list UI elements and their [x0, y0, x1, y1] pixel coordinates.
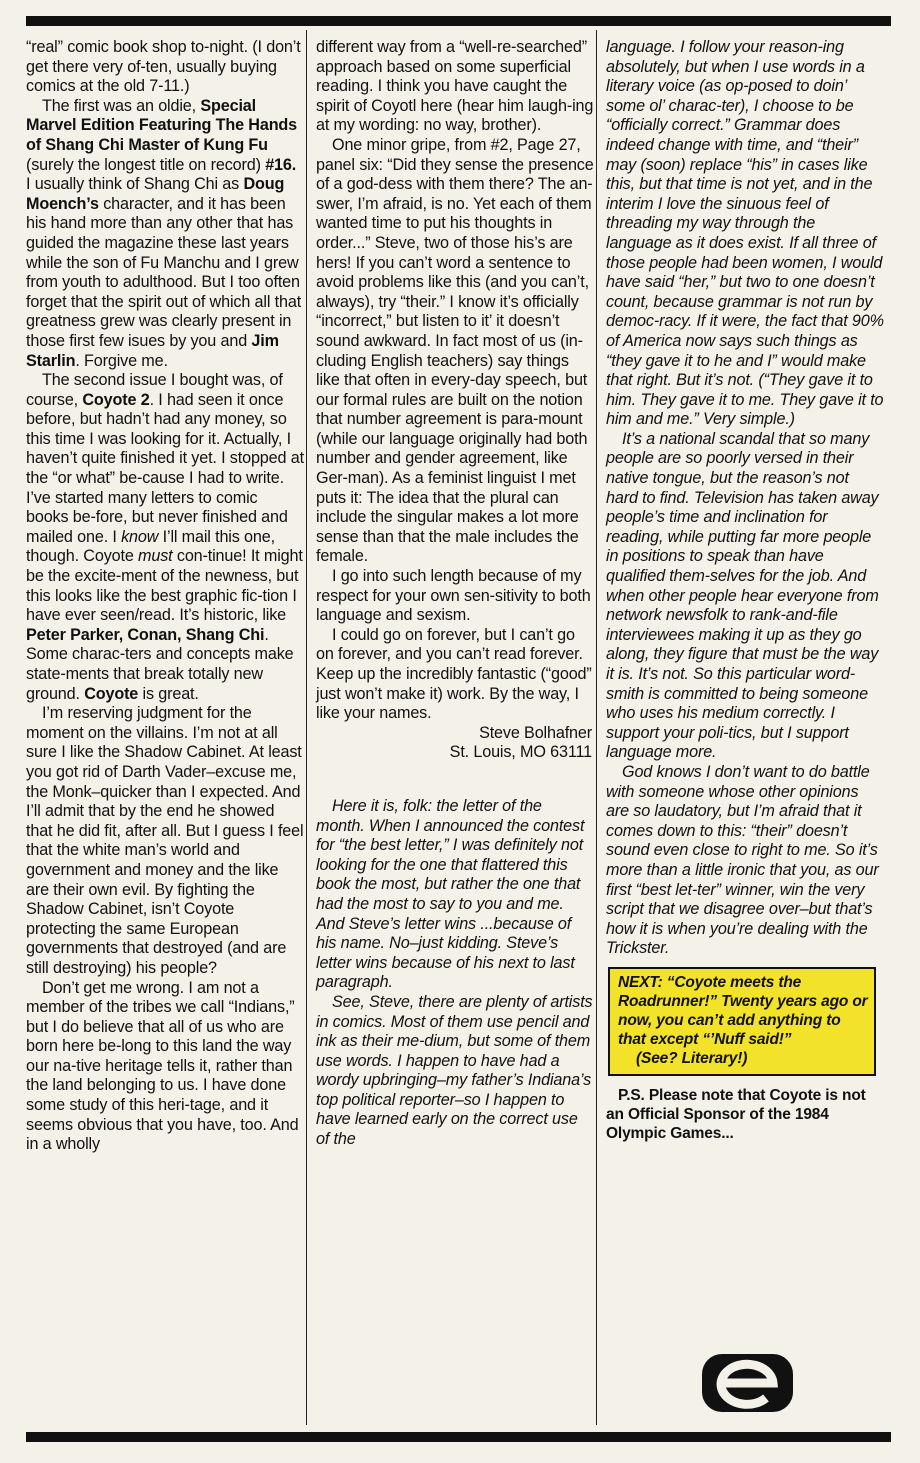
column-divider [306, 30, 307, 1425]
editor-reply: Here it is, folk: the letter of the month. When I announced the contest for “the best letter,” I was definitely not looking for the one that flattered this book the most, but rather the one that had the most to say to you and me. And Steve’s letter wins ...because of his name. No–just kidding. Steve’s letter wins because of his next to last paragraph. [316, 796, 585, 992]
postscript: P.S. Please note that Coyote is not an Official Sponsor of the 1984 Olympic Games... [606, 1086, 866, 1142]
paragraph: I go into such length because of my respect for your own sen-sitivity to both language and sexism. [316, 567, 591, 625]
column-3 [606, 38, 884, 1143]
column-divider [596, 30, 597, 1425]
next-issue-text: NEXT: “Coyote meets the Roadrunner!” Twenty years ago or now, you can’t add anything to that except “’Nuff said!” [618, 973, 868, 1048]
column-2 [316, 38, 594, 1150]
paragraph: I’m reserving judgment for the moment on the villains. I’m not at all sure I like the Shadow Cabinet. At least you got rid of Darth Vader–excuse me, the Monk–quicker than I expected. And I’ll admit that by the end he showed that he did fit, after all. But I guess I feel that the white man’s world and government and money and the like are their own evil. By fighting the Shadow Cabinet, isn’t Coyote protecting the same European governments that destroyed (and are still destroying) his people? [26, 704, 304, 977]
editor-reply: It’s a national scandal that so many people are so poorly versed in their native tongue, but the reason’s not hard to find. Television has taken away people’s time and inclination for reading, while putting far more people in positions to speak than have qualified them-selves for the job. And when other people hear everyone from network newsfolk to rank-and-file interviewees making it up as they go along, they figure that must be the way it is. It’s not. So this particular word-smith is committed to being someone who uses his medium correctly. I support your poli-tics, but I support language more. [606, 429, 879, 762]
paragraph: “real” comic book shop to-night. (I don’t get there very of-ten, usually buying comics at the old 7-11.) [26, 38, 301, 96]
bottom-rule [26, 1432, 891, 1442]
paragraph: Don’t get me wrong. I am not a member of the tribes we call “Indians,” but I do believe that all of us who are born here be-long to this land the way our na-tive heritage tells it, rather than the land belonging to us. I have done some study of this heri-tage, and it seems obvious that you have, too. And in a wholly [26, 978, 299, 1154]
paragraph: One minor gripe, from #2, Page 27, panel six: “Did they sense the presence of a god-dess with them there? The an-swer, I’m afraid, is no. Yet each of them wanted time to put his thoughts in order...” Steve, two of those his’s are hers! If you can’t word a sentence to avoid problems like this (and you can’t, always), try “their.” I know it’s officially “incorrect,” but listen to it’ it doesn’t sound awkward. In fact most of us (in-cluding English teachers) say things like that often in every-day speech, but our formal rules are built on the notion that number agreement is para-mount (while our language originally had both number and gender agreement, like Ger-man). As a feminist linguist I met puts it: The idea that the plural can include the singular makes a lot more sense than that the male includes the female. [316, 135, 594, 566]
editor-reply: See, Steve, there are plenty of artists in comics. Most of them use pencil and ink as their me-dium, but some of them use words. I happen to have had a wordy upbringing–my father’s Indiana’s top political reporter–so I happen to have learned early on the correct use of the [316, 992, 593, 1149]
top-rule [26, 16, 891, 26]
signature-place: St. Louis, MO 63111 [449, 743, 592, 762]
signature-name: Steve Bolhafner [479, 723, 592, 742]
paragraph: different way from a “well-re-searched” approach based on some superficial reading. I think you have caught the spirit of Coyotl here (hear him laugh-ing at my wording: no way, brother). [316, 38, 594, 135]
column-1 [26, 38, 304, 1155]
paragraph: I could go on forever, but I can’t go on forever, and you can’t read forever. Keep up the incredibly fantastic (“good” just won’t make it) work. By the way, I like your names. [316, 625, 592, 723]
eclipse-logo-icon [700, 1352, 795, 1414]
editor-reply: language. I follow your reason-ing absolutely, but when I use words in a literary voice (as op-posed to doin’ some ol’ charac-ter), I choose to be “officially correct.” Grammar does indeed change with time, and “their” may (soon) replace “his” in cases like this, but that time is not yet, and in the interim I love the sinuous feel of threading my way through the language as it does exist. If all three of those people had been women, I would have said “her,” but two to one doesn’t count, because grammar is not run by democ-racy. If it were, the fact that 90% of America now says such things as “they gave it to he and I” would make that right. But it’s not. (“They gave it to him. They gave it to me. They gave it to him and me.” Very simple.) [606, 38, 884, 429]
next-issue-box [608, 967, 876, 1076]
editor-reply: God knows I don’t want to do battle with someone whose other opinions are so laudatory, but I’m afraid that it comes down to this: “their” doesn’t sound even close to right to me. So it’s more than a little ironic that you, as our first “best let-ter” winner, win the very script that we disagree over–but that’s how it is when you’re dealing with the Trickster. [606, 762, 879, 958]
paragraph: The first was an oldie, Special Marvel Edition Featuring The Hands of Shang Chi Master of Kung Fu (surely the longest title on record) #16. I usually think of Shang Chi as Doug Moench’s character, and it has been his hand more than any other that has guided the magazine these last years while the son of Fu Manchu and I grew from youth to adulthood. But I too often forget that the spirit out of which all that greatness grew was clearly present in those first few isues by you and Jim Starlin. Forgive me. [26, 96, 302, 370]
paragraph: The second issue I bought was, of course, Coyote 2. I had seen it once before, but hadn’t had any money, so this time I was looking for it. Actually, I haven’t quite finished it yet. I stopped at the “or what” be-cause I had to write. I’ve started many letters to comic books be-fore, but never finished and mailed one. I know I’ll mail this one, though. Coyote must con-tinue! It might be the excite-ment of the newness, but this looks like the best graphic fic-tion I have ever seen/read. It’s historic, like Peter Parker, Conan, Shang Chi. Some charac-ters and concepts make state-ments that break totally new ground. Coyote is great. [26, 371, 304, 703]
next-issue-tail: (See? Literary!) [636, 1049, 748, 1067]
